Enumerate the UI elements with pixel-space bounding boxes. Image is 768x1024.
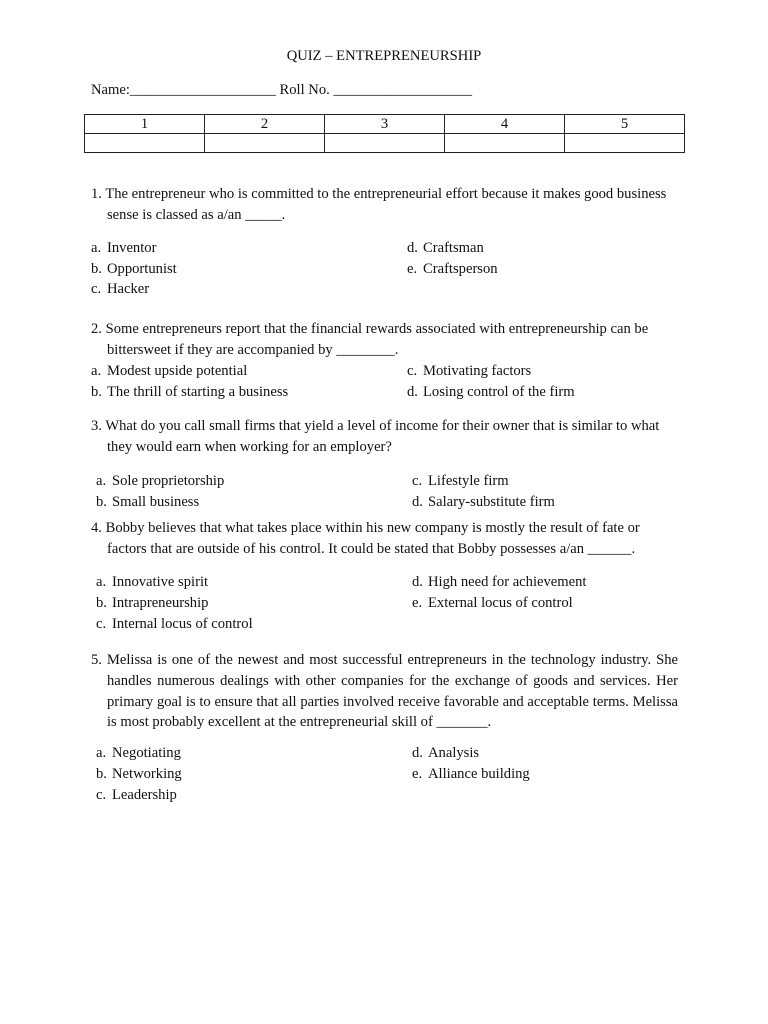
answer-cell [205, 134, 325, 153]
option-text: The thrill of starting a business [107, 384, 289, 400]
option-text: Craftsperson [423, 261, 498, 277]
option-text: Craftsman [423, 240, 484, 256]
option-letter: b. [96, 494, 107, 510]
quiz-title: QUIZ – ENTREPRENEURSHIP [286, 48, 482, 64]
option-item [91, 238, 156, 259]
option-item [412, 743, 479, 764]
answer-table-answer-row [85, 134, 685, 153]
option-text: Sole proprietorship [112, 473, 225, 489]
option-item [412, 572, 586, 593]
option-text: Modest upside potential [107, 363, 248, 379]
option-item [412, 471, 509, 492]
option-text: Intrapreneurship [112, 595, 209, 611]
option-letter: a. [96, 574, 107, 590]
option-text: Internal locus of control [112, 616, 253, 632]
option-text: Salary-substitute firm [428, 494, 555, 510]
option-letter: d. [412, 745, 423, 761]
question-3 [91, 416, 678, 458]
question-1 [91, 184, 678, 226]
option-item [96, 492, 199, 513]
option-letter: b. [91, 384, 102, 400]
answer-header-cell: 4 [445, 115, 565, 134]
option-item [407, 361, 531, 382]
question-stem: 4. Bobby believes that what takes place within his new company is mostly the result of fate or factors that are outside of his control. It could be stated that Bobby possesses a/an ______. [91, 520, 640, 557]
option-item [412, 492, 555, 513]
option-text: Hacker [107, 281, 150, 297]
answer-header-cell: 3 [325, 115, 445, 134]
option-item [96, 572, 208, 593]
option-letter: a. [96, 473, 107, 489]
option-letter: a. [91, 363, 102, 379]
option-text: Innovative spirit [112, 574, 209, 590]
option-item [407, 238, 484, 259]
question-5 [91, 650, 678, 733]
option-letter: d. [407, 240, 418, 256]
answer-table [84, 114, 685, 153]
option-item [91, 279, 149, 300]
option-text: External locus of control [428, 595, 573, 611]
option-item [412, 593, 573, 614]
option-letter: c. [407, 363, 418, 379]
option-letter: c. [91, 281, 102, 297]
option-item [91, 259, 177, 280]
option-item [96, 471, 224, 492]
option-letter: d. [412, 494, 423, 510]
option-text: Networking [112, 766, 182, 782]
question-2 [91, 319, 678, 361]
option-letter: e. [407, 261, 418, 277]
option-item [96, 593, 208, 614]
option-text: Motivating factors [423, 363, 532, 379]
option-letter: e. [412, 766, 423, 782]
option-text: Negotiating [112, 745, 181, 761]
option-letter: d. [407, 384, 418, 400]
option-letter: b. [91, 261, 102, 277]
option-item [96, 743, 181, 764]
answer-cell [565, 134, 685, 153]
answer-header-cell: 2 [205, 115, 325, 134]
answer-cell [445, 134, 565, 153]
answer-cell [325, 134, 445, 153]
option-text: Lifestyle firm [428, 473, 509, 489]
question-stem: 3. What do you call small firms that yield a level of income for their owner that is similar to what they would earn when working for an employer? [91, 418, 660, 455]
option-text: Alliance building [428, 766, 530, 782]
option-letter: a. [96, 745, 107, 761]
answer-header-cell: 1 [85, 115, 205, 134]
option-text: Inventor [107, 240, 157, 256]
option-letter: c. [412, 473, 423, 489]
option-item [91, 382, 288, 403]
option-item [412, 764, 530, 785]
option-item [96, 785, 177, 806]
option-item [96, 764, 182, 785]
option-item [96, 614, 253, 635]
option-letter: c. [96, 787, 107, 803]
answer-cell [85, 134, 205, 153]
question-stem: 1. The entrepreneur who is committed to the entrepreneurial effort because it makes good business sense is classed as a/an _____. [91, 186, 667, 223]
option-letter: b. [96, 595, 107, 611]
option-letter: c. [96, 616, 107, 632]
option-text: Opportunist [107, 261, 177, 277]
question-4 [91, 518, 678, 560]
option-text: Analysis [428, 745, 480, 761]
option-letter: e. [412, 595, 423, 611]
name-roll-line: Name:____________________ Roll No. ___________________ [91, 82, 473, 98]
option-text: Leadership [112, 787, 177, 803]
option-letter: b. [96, 766, 107, 782]
question-stem: 2. Some entrepreneurs report that the financial rewards associated with entrepreneurship can be bittersweet if they are accompanied by ________. [91, 321, 649, 358]
option-text: Losing control of the firm [423, 384, 575, 400]
option-letter: a. [91, 240, 102, 256]
answer-table-header-row [85, 115, 685, 134]
option-item [91, 361, 247, 382]
option-item [407, 259, 498, 280]
question-stem: 5. Melissa is one of the newest and most successful entrepreneurs in the technology industry. She handles numerous dealings with other companies for the exchange of goods and services. Her primary goal is to ensure that all parties involved receive favorable and acceptable terms. Melissa is most probably excellent at the entrepreneurial skill of _______. [91, 652, 678, 731]
option-letter: d. [412, 574, 423, 590]
answer-header-cell: 5 [565, 115, 685, 134]
option-text: Small business [112, 494, 200, 510]
option-item [407, 382, 575, 403]
option-text: High need for achievement [428, 574, 587, 590]
